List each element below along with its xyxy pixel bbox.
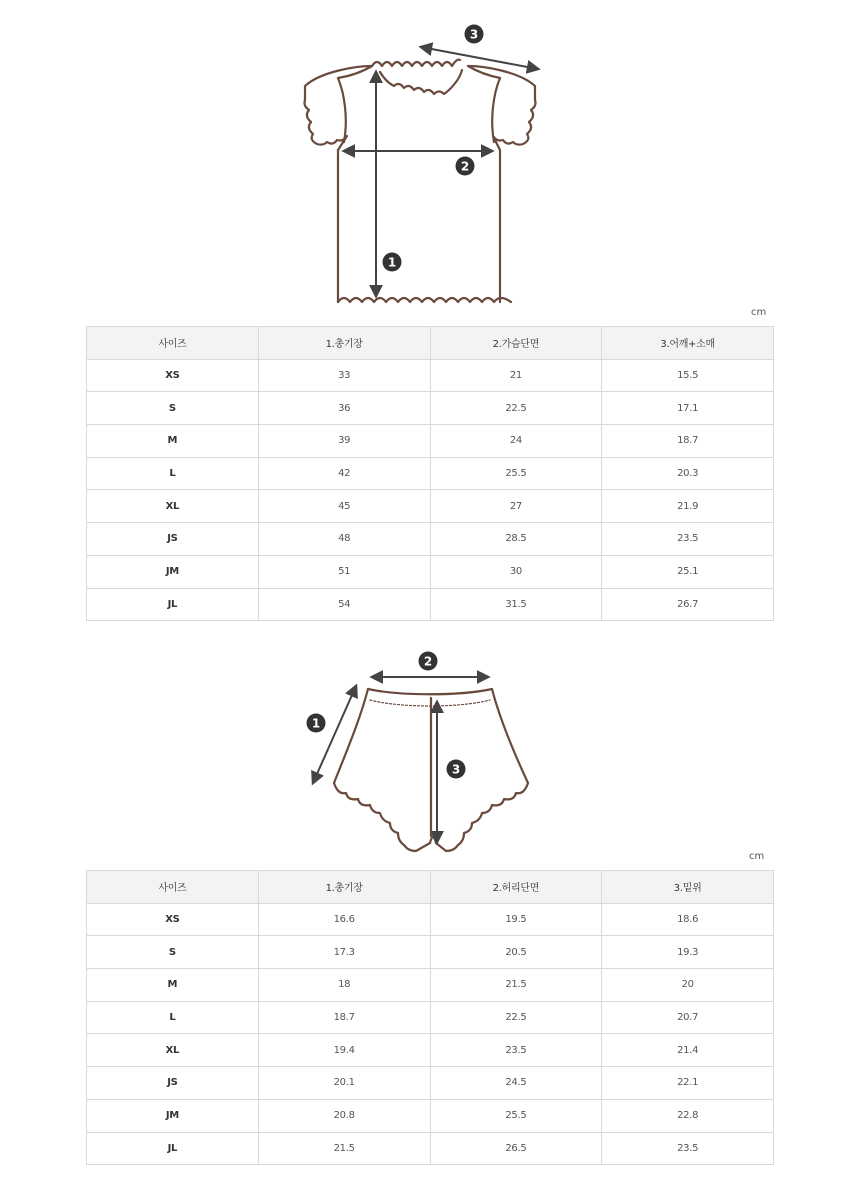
value-cell: 22.8 bbox=[602, 1099, 774, 1132]
value-cell: 24 bbox=[430, 425, 602, 458]
callout-3 bbox=[465, 25, 484, 44]
table-row bbox=[87, 1067, 774, 1100]
value-cell: 19.5 bbox=[430, 903, 602, 936]
tshirt-outline bbox=[305, 60, 536, 302]
table-row bbox=[87, 490, 774, 523]
value-cell: 15.5 bbox=[602, 359, 774, 392]
tshirt-diagram bbox=[0, 0, 860, 315]
table-row bbox=[87, 555, 774, 588]
svg-text:1: 1 bbox=[387, 255, 397, 270]
shorts-diagram bbox=[0, 640, 860, 855]
callout-1 bbox=[307, 714, 326, 733]
value-cell: 18 bbox=[258, 969, 430, 1002]
value-cell: 21.4 bbox=[602, 1034, 774, 1067]
shorts-illustration bbox=[0, 640, 860, 855]
table-row bbox=[87, 1001, 774, 1034]
header-rise: 3.밑위 bbox=[602, 871, 774, 904]
value-cell: 30 bbox=[430, 555, 602, 588]
value-cell: 18.6 bbox=[602, 903, 774, 936]
size-cell: S bbox=[87, 936, 259, 969]
value-cell: 51 bbox=[258, 555, 430, 588]
value-cell: 25.5 bbox=[430, 1099, 602, 1132]
value-cell: 23.5 bbox=[602, 1132, 774, 1165]
value-cell: 20.5 bbox=[430, 936, 602, 969]
table-row bbox=[87, 457, 774, 490]
value-cell: 17.3 bbox=[258, 936, 430, 969]
header-chest: 2.가슴단면 bbox=[430, 327, 602, 360]
value-cell: 21.5 bbox=[430, 969, 602, 1002]
value-cell: 22.5 bbox=[430, 392, 602, 425]
svg-text:3: 3 bbox=[451, 762, 461, 777]
size-cell: XL bbox=[87, 490, 259, 523]
value-cell: 24.5 bbox=[430, 1067, 602, 1100]
size-cell: JM bbox=[87, 555, 259, 588]
value-cell: 54 bbox=[258, 588, 430, 621]
size-cell: M bbox=[87, 969, 259, 1002]
value-cell: 48 bbox=[258, 523, 430, 556]
size-cell: XS bbox=[87, 359, 259, 392]
size-cell: JM bbox=[87, 1099, 259, 1132]
value-cell: 36 bbox=[258, 392, 430, 425]
table-row bbox=[87, 936, 774, 969]
value-cell: 20 bbox=[602, 969, 774, 1002]
tshirt-size-table bbox=[86, 326, 774, 621]
value-cell: 20.3 bbox=[602, 457, 774, 490]
value-cell: 26.5 bbox=[430, 1132, 602, 1165]
size-cell: JL bbox=[87, 588, 259, 621]
shorts-size-table bbox=[86, 870, 774, 1165]
callout-1 bbox=[383, 253, 402, 272]
table-row bbox=[87, 1099, 774, 1132]
value-cell: 26.7 bbox=[602, 588, 774, 621]
unit-label-bottom: cm bbox=[749, 851, 765, 862]
value-cell: 23.5 bbox=[430, 1034, 602, 1067]
shorts-outline bbox=[334, 689, 528, 851]
value-cell: 18.7 bbox=[602, 425, 774, 458]
callout-3 bbox=[447, 760, 466, 779]
svg-text:2: 2 bbox=[460, 159, 470, 174]
value-cell: 28.5 bbox=[430, 523, 602, 556]
value-cell: 17.1 bbox=[602, 392, 774, 425]
value-cell: 21 bbox=[430, 359, 602, 392]
table-row bbox=[87, 1132, 774, 1165]
value-cell: 20.8 bbox=[258, 1099, 430, 1132]
value-cell: 33 bbox=[258, 359, 430, 392]
value-cell: 25.5 bbox=[430, 457, 602, 490]
value-cell: 25.1 bbox=[602, 555, 774, 588]
size-cell: XL bbox=[87, 1034, 259, 1067]
table-header-row bbox=[87, 871, 774, 904]
svg-text:3: 3 bbox=[469, 27, 479, 42]
value-cell: 20.1 bbox=[258, 1067, 430, 1100]
length-arrow bbox=[313, 686, 356, 783]
value-cell: 31.5 bbox=[430, 588, 602, 621]
size-cell: JL bbox=[87, 1132, 259, 1165]
table-row bbox=[87, 523, 774, 556]
table-row bbox=[87, 425, 774, 458]
value-cell: 22.5 bbox=[430, 1001, 602, 1034]
callout-2 bbox=[419, 652, 438, 671]
value-cell: 21.5 bbox=[258, 1132, 430, 1165]
table-row bbox=[87, 903, 774, 936]
svg-text:2: 2 bbox=[423, 654, 433, 669]
svg-text:1: 1 bbox=[311, 716, 321, 731]
table-row bbox=[87, 588, 774, 621]
value-cell: 19.3 bbox=[602, 936, 774, 969]
value-cell: 20.7 bbox=[602, 1001, 774, 1034]
callout-2 bbox=[456, 157, 475, 176]
table-header-row bbox=[87, 327, 774, 360]
value-cell: 39 bbox=[258, 425, 430, 458]
value-cell: 18.7 bbox=[258, 1001, 430, 1034]
value-cell: 22.1 bbox=[602, 1067, 774, 1100]
value-cell: 19.4 bbox=[258, 1034, 430, 1067]
value-cell: 27 bbox=[430, 490, 602, 523]
table-row bbox=[87, 359, 774, 392]
size-cell: JS bbox=[87, 523, 259, 556]
unit-label-top: cm bbox=[751, 307, 767, 318]
header-waist: 2.허리단면 bbox=[430, 871, 602, 904]
header-size: 사이즈 bbox=[87, 327, 259, 360]
size-cell: JS bbox=[87, 1067, 259, 1100]
tshirt-illustration bbox=[0, 0, 860, 315]
value-cell: 23.5 bbox=[602, 523, 774, 556]
table-row bbox=[87, 969, 774, 1002]
header-size: 사이즈 bbox=[87, 871, 259, 904]
table-row bbox=[87, 392, 774, 425]
table-row bbox=[87, 1034, 774, 1067]
size-cell: M bbox=[87, 425, 259, 458]
size-cell: L bbox=[87, 457, 259, 490]
header-total-length: 1.총기장 bbox=[258, 871, 430, 904]
value-cell: 42 bbox=[258, 457, 430, 490]
value-cell: 21.9 bbox=[602, 490, 774, 523]
size-cell: S bbox=[87, 392, 259, 425]
size-cell: XS bbox=[87, 903, 259, 936]
size-cell: L bbox=[87, 1001, 259, 1034]
header-shoulder-sleeve: 3.어깨+소매 bbox=[602, 327, 774, 360]
header-total-length: 1.총기장 bbox=[258, 327, 430, 360]
value-cell: 16.6 bbox=[258, 903, 430, 936]
value-cell: 45 bbox=[258, 490, 430, 523]
